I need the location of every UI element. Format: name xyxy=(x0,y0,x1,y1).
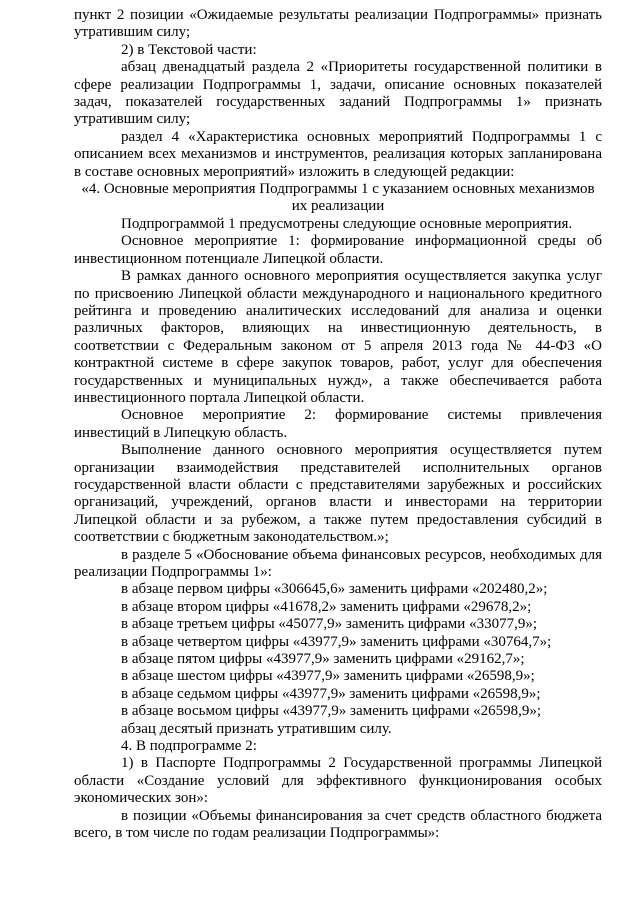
list-item-amendment: в абзаце четвертом цифры «43977,9» заменить цифрами «30764,7»; xyxy=(121,633,552,650)
paragraph-passport-subprogram-2: 1) в Паспорте Подпрограммы 2 Государственной программы Липецкой области «Создание условий для эффективного функционирования особых экономических зон»: xyxy=(74,755,602,807)
list-item-amendment: в абзаце втором цифры «41678,2» заменить цифрами «29678,2»; xyxy=(121,598,532,615)
paragraph-section-5: в разделе 5 «Обоснование объема финансовых ресурсов, необходимых для реализации Подпрограммы 1»: xyxy=(74,546,602,580)
paragraph-activity-2-details: Выполнение данного основного мероприятия осуществляется путем организации взаимодействия представителей исполнительных органов государственной власти области с представителями зарубежных и российских организаций, учреждений, органов власти и инвесторами на территории Липецкой области и за рубежом, а также путем предоставления субсидий в соответствии с бюджетным законодательством.»; xyxy=(74,442,602,546)
list-item-amendment: в абзаце пятом цифры «43977,9» заменить цифрами «29162,7»; xyxy=(121,651,525,668)
paragraph-main-activities: Подпрограммой 1 предусмотрены следующие основные мероприятия. xyxy=(121,215,573,232)
section-4-heading: «4. Основные мероприятия Подпрограммы 1 с указанием основных механизмов их реализации xyxy=(81,181,595,215)
list-item-amendment: в абзаце седьмом цифры «43977,9» заменить цифрами «26598,9»; xyxy=(121,685,541,702)
paragraph-text-part: 2) в Текстовой части: xyxy=(121,41,257,58)
paragraph-item-1-repeal: пункт 2 позиции «Ожидаемые результаты реализации Подпрограммы» признать утратившим силу; xyxy=(74,7,602,41)
paragraph-activity-2: Основное мероприятие 2: формирование системы привлечения инвестиций в Липецкую область. xyxy=(74,407,602,441)
list-item-amendment: абзац десятый признать утратившим силу. xyxy=(121,720,392,737)
paragraph-activity-1: Основное мероприятие 1: формирование информационной среды об инвестиционном потенциале Липецкой области. xyxy=(74,233,602,267)
list-item-amendment: в абзаце восьмом цифры «43977,9» заменить цифрами «26598,9»; xyxy=(121,703,542,720)
list-item-amendment: в абзаце первом цифры «306645,6» заменить цифрами «202480,2»; xyxy=(121,581,548,598)
paragraph-section-4-new-edition: раздел 4 «Характеристика основных мероприятий Подпрограммы 1 с описанием всех механизмов и инструментов, реализация которых запланирована в составе основных мероприятий» изложить в следующей редакции: xyxy=(74,128,602,180)
paragraph-section-2-repeal: абзац двенадцатый раздела 2 «Приоритеты государственной политики в сфере реализации Подпрограммы 1, задачи, описание основных показателей задач, показателей государственных заданий Подпрограммы 1» признать утратившим силу; xyxy=(74,59,602,128)
paragraph-activity-1-details: В рамках данного основного мероприятия осуществляется закупка услуг по присвоению Липецкой области международного и национального кредитного рейтинга и проведению аналитических исследований для анализа и оценки различных факторов, влияющих на инвестиционную деятельность, в соответствии с Федеральным законом от 5 апреля 2013 года № 44-ФЗ «О контрактной системе в сфере закупок товаров, работ, услуг для обеспечения государственных и муниципальных нужд», а также обеспечивается работа инвестиционного портала Липецкой области. xyxy=(74,268,602,406)
list-item-amendment: в абзаце шестом цифры «43977,9» заменить цифрами «26598,9»; xyxy=(121,668,535,685)
paragraph-financing-position: в позиции «Объемы финансирования за счет средств областного бюджета всего, в том числе по годам реализации Подпрограммы»: xyxy=(74,807,602,842)
paragraph-subprogram-2: 4. В подпрограмме 2: xyxy=(121,738,257,755)
list-item-amendment: в абзаце третьем цифры «45077,9» заменить цифрами «33077,9»; xyxy=(121,616,537,633)
